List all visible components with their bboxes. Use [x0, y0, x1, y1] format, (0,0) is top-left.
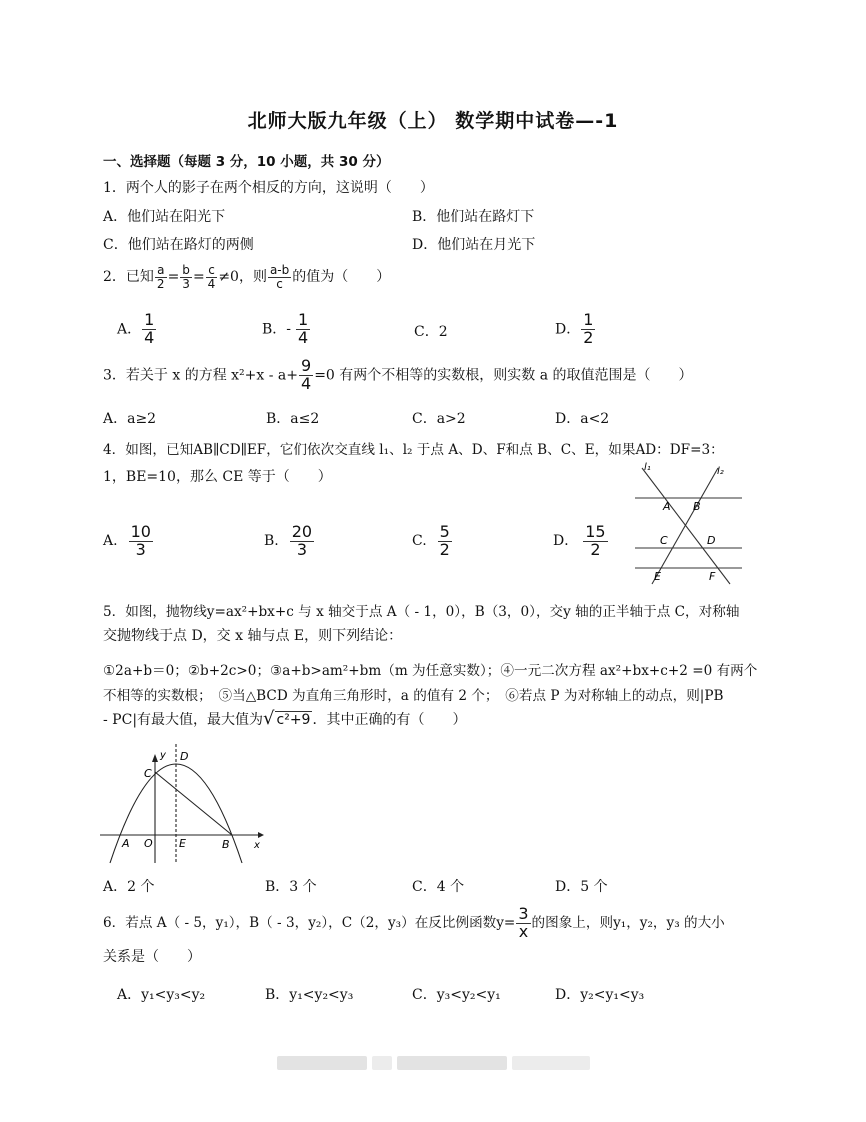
q3-option-c: C．a>2 [412, 411, 466, 427]
q6-option-b: B．y₁<y₂<y₃ [265, 987, 354, 1003]
q1-option-b: B．他们站在路灯下 [412, 209, 535, 225]
q4-stem-line1: 4．如图，已知AB∥CD∥EF，它们依次交直线 l₁、l₂ 于点 A、D、F和点 B、C、E，如果AD：DF=3： [103, 442, 724, 458]
segment-cb [155, 772, 232, 835]
label-l2: l₂ [717, 466, 724, 477]
label-l1: l₁ [644, 462, 651, 473]
q2-frac-b3: $\frac{b}{3}$ [182, 263, 190, 291]
label-d: D [180, 750, 189, 763]
label-e: E [179, 837, 186, 850]
q5-parabola-figure [98, 740, 268, 865]
q3-option-a: A．a≥2 [103, 411, 157, 427]
label-b: B [222, 838, 230, 851]
label-o: O [144, 837, 153, 850]
label-a: A [663, 500, 671, 513]
q5-option-b: B．3 个 [265, 879, 317, 895]
q4-option-c: C. $\frac{5}{2}$ [412, 522, 450, 559]
label-x: x [254, 840, 260, 851]
q5-option-c: C．4 个 [412, 879, 465, 895]
q6-stem-line2: 关系是（ ） [103, 949, 201, 965]
q5-option-d: D．5 个 [555, 879, 608, 895]
q5-option-a: A．2 个 [103, 879, 155, 895]
label-e: E [654, 570, 661, 583]
q4-stem-line2: 1，BE=10，那么 CE 等于（ ） [103, 469, 332, 485]
q6-option-d: D．y₂<y₁<y₃ [555, 987, 645, 1003]
q6-stem-line1: 6．若点 A（ - 5，y₁），B（ - 3，y₂），C（2，y₃）在反比例函数y= $\frac{3}{x}$ 的图象上，则y₁，y₂，y₃ 的大小 [103, 904, 725, 941]
line-l1 [642, 468, 730, 584]
q2-option-b: B．- $\frac{1}{4}$ [262, 310, 309, 347]
q2-stem: 2．已知 $\frac{a}{2}$ = $\frac{b}{3}$ = $\frac{c}{4}$ ≠0，则 $\frac{a-b}{c}$ 的值为（ ） [103, 263, 391, 291]
q1-stem: 1．两个人的影子在两个相反的方向，这说明（ ） [103, 180, 434, 196]
q2-option-c: C．2 [414, 324, 448, 340]
line-l2 [652, 468, 718, 584]
q1-option-c: C．他们站在路灯的两侧 [103, 237, 254, 253]
q5-stem-line2: 交抛物线于点 D，交 x 轴与点 E，则下列结论： [103, 628, 403, 644]
q5-stem-line3: ①2a+b＝0；②b+2c>0；③a+b>am²+bm（m 为任意实数）；④一元二次方程 ax²+bx+c+2 =0 有两个 [103, 663, 758, 679]
q4-option-d: D． $\frac{15}{2}$ [553, 522, 606, 559]
q3-stem: 3．若关于 x 的方程 x²+x - a+ $\frac{9}{4}$ =0 有两个不相等的实数根，则实数 a 的取值范围是（ ） [103, 356, 693, 393]
q3-option-d: D．a<2 [555, 411, 610, 427]
q4-option-b: B. $\frac{20}{3}$ [264, 522, 313, 559]
q4-parallel-lines-figure [630, 460, 745, 585]
q2-pre: 2．已知 [103, 269, 154, 286]
q2-option-d: D． $\frac{1}{2}$ [555, 310, 594, 347]
q2-frac-ab-c: $\frac{a-b}{c}$ [269, 263, 290, 291]
q1-option-a: A．他们站在阳光下 [103, 209, 226, 225]
q2-option-a: A． $\frac{1}{4}$ [117, 310, 155, 347]
q4-option-a: A. $\frac{10}{3}$ [103, 522, 151, 559]
label-a: A [122, 837, 130, 850]
label-d: D [707, 534, 716, 547]
q6-option-c: C．y₃<y₂<y₁ [412, 987, 501, 1003]
label-c: C [144, 767, 152, 780]
q2-frac-c4: $\frac{c}{4}$ [207, 263, 216, 291]
q5-stem-line1: 5．如图，抛物线y=ax²+bx+c 与 x 轴交于点 A（ - 1，0），B（3，0），交y 轴的正半轴于点 C，对称轴 [103, 604, 740, 620]
q2-frac-a2: $\frac{a}{2}$ [156, 263, 165, 291]
label-f: F [709, 570, 716, 583]
label-y: y [160, 750, 166, 761]
label-c: C [660, 534, 668, 547]
sqrt-expression: √ c²+9 [263, 708, 311, 729]
page-title: 北师大版九年级（上） 数学期中试卷—-1 [247, 110, 619, 132]
section-heading: 一、选择题（每题 3 分，10 小题，共 30 分） [103, 154, 390, 170]
q1-option-d: D．他们站在月光下 [412, 237, 536, 253]
q6-option-a: A．y₁<y₃<y₂ [117, 987, 206, 1003]
q5-stem-line4: 不相等的实数根； ⑤当△BCD 为直角三角形时，a 的值有 2 个； ⑥若点 P 为对称轴上的动点，则|PB [103, 688, 724, 704]
q5-stem-line5: - PC|有最大值，最大值为√ c²+9 ．其中正确的有（ ） [103, 708, 467, 729]
q3-option-b: B．a≤2 [266, 411, 320, 427]
label-b: B [693, 500, 701, 513]
